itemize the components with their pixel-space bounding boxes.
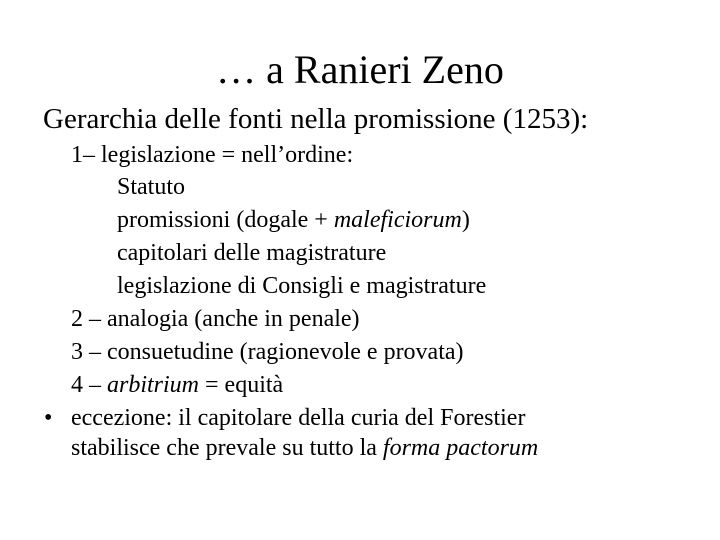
bullet-line-2: [71, 433, 538, 463]
item-4-italic: arbitrium: [107, 372, 200, 398]
sub-item-capitolari: capitolari delle magistrature: [117, 240, 387, 266]
item-4-number: 4 –: [71, 372, 107, 398]
promissioni-text: promissioni (dogale +: [117, 207, 334, 233]
bullet-icon: •: [44, 405, 53, 431]
bullet-line-2-text: stabilisce che prevale su tutto la: [71, 435, 383, 461]
sub-item-statuto: Statuto: [117, 174, 186, 200]
item-4-rest: = equità: [199, 372, 284, 398]
item-2-analogia: 2 – analogia (anche in penale): [71, 306, 360, 332]
promissioni-italic: maleficiorum: [333, 207, 462, 233]
bullet-line-2-italic: forma pactorum: [382, 435, 539, 461]
slide-title: … a Ranieri Zeno: [216, 47, 504, 92]
slide-heading: Gerarchia delle fonti nella promissione (1253):: [43, 103, 589, 135]
item-1-legislazione: 1– legislazione = nell’ordine:: [71, 142, 354, 168]
sub-item-consigli: legislazione di Consigli e magistrature: [117, 273, 487, 299]
bullet-line-1: eccezione: il capitolare della curia del Forestier: [71, 405, 526, 431]
item-3-consuetudine: 3 – consuetudine (ragionevole e provata): [71, 339, 464, 365]
promissioni-close: ): [461, 207, 470, 233]
item-4-arbitrium: [71, 370, 283, 400]
sub-item-promissioni: [117, 205, 470, 235]
